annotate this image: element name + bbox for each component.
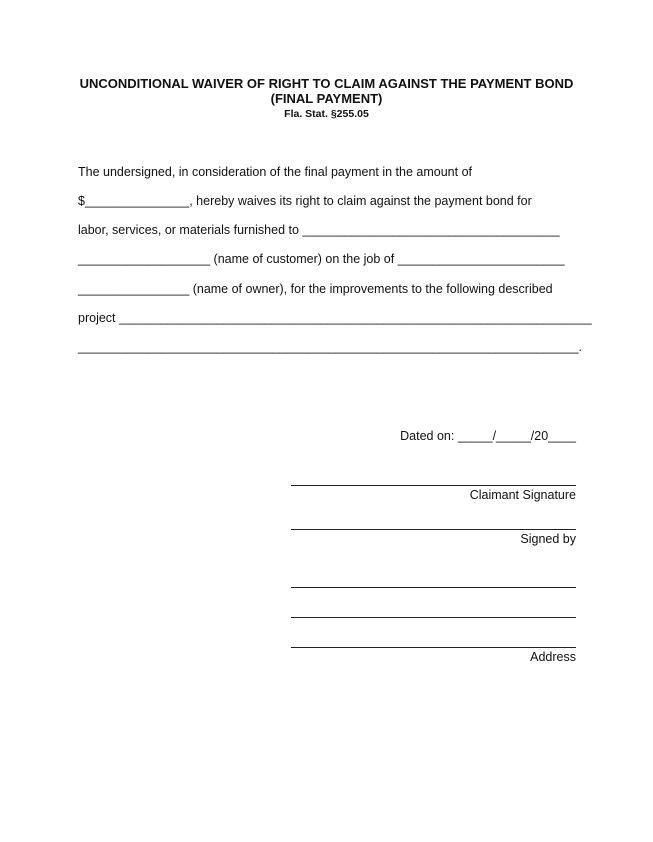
address-line-3 xyxy=(291,647,576,648)
claimant-signature-label: Claimant Signature xyxy=(469,488,576,502)
address-line-2 xyxy=(291,617,576,618)
body-line-5: ________________ (name of owner), for the improvements to the following described xyxy=(78,282,553,296)
body-line-3: labor, services, or materials furnished to _____________________________________ xyxy=(78,223,560,237)
signed-by-label: Signed by xyxy=(520,532,576,546)
body-line-1: The undersigned, in consideration of the final payment in the amount of xyxy=(78,165,473,179)
document-title: UNCONDITIONAL WAIVER OF RIGHT TO CLAIM AGAINST THE PAYMENT BOND xyxy=(79,76,574,91)
body-line-6: project ____________________________________________________________________ xyxy=(78,311,592,325)
claimant-signature-line xyxy=(291,485,576,486)
body-line-7: ________________________________________________________________________. xyxy=(78,340,583,354)
dated-on-field: Dated on: _____/_____/20____ xyxy=(400,429,576,443)
address-label: Address xyxy=(530,650,576,664)
statute-citation: Fla. Stat. §255.05 xyxy=(284,108,369,120)
body-line-2: $_______________, hereby waives its right to claim against the payment bond for xyxy=(78,194,532,208)
body-line-4: ___________________ (name of customer) on the job of ________________________ xyxy=(78,252,565,266)
document-subtitle: (FINAL PAYMENT) xyxy=(270,91,383,106)
signed-by-line xyxy=(291,529,576,530)
address-line-1 xyxy=(291,587,576,588)
